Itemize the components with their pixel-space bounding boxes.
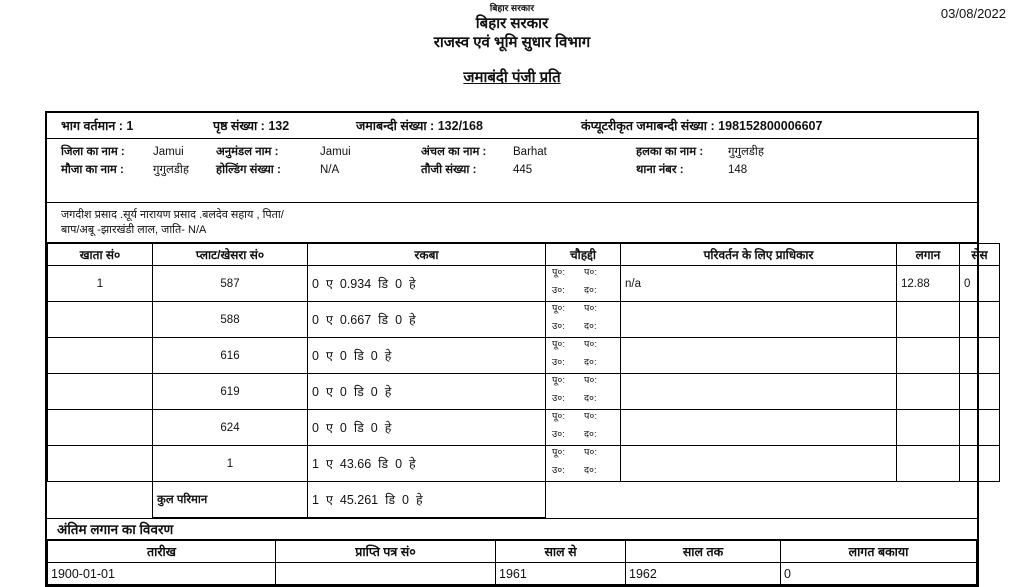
chauhaddi-south: द०:: [584, 356, 597, 368]
col-khata-number: खाता सं०: [48, 244, 153, 266]
location-info-band: [47, 139, 977, 203]
cell-rakba: [308, 410, 546, 446]
document-frame: [45, 111, 988, 587]
document-masthead: [0, 0, 1024, 88]
cell-plot-number: 616: [153, 338, 308, 374]
total-rakba-decimal-value: 45.261: [339, 492, 379, 507]
rakba-hectare-value: 0: [370, 384, 378, 399]
computerized-jamabandi-label: कंप्यूटरीकृत जमाबन्दी संख्या :: [581, 119, 715, 133]
chauhaddi-directions: [550, 299, 616, 340]
total-rakba-acre-value: 1: [312, 492, 319, 507]
table-total-row: [48, 482, 1000, 518]
rakba-decimal-value: 0.934: [339, 276, 372, 291]
total-spacer-cell: [48, 482, 153, 518]
total-blank-lagan: [897, 482, 960, 518]
khata-table-header: [48, 244, 1000, 266]
cell-khata-number: [48, 410, 153, 446]
rakba-hectare-unit: हे: [409, 457, 416, 471]
cell-tarikh: 1900-01-01: [48, 563, 276, 585]
location-info-row-1: [47, 143, 977, 161]
rakba-acre-unit: ए: [325, 349, 333, 363]
cell-lagan: [897, 338, 960, 374]
rakba-line: [312, 311, 541, 328]
mauja-label: मौजा का नाम :: [61, 164, 124, 176]
chauhaddi-directions: [550, 335, 616, 376]
khata-header-row: [48, 244, 1000, 266]
table-row: [48, 266, 1000, 302]
rakba-acre-value: 1: [312, 456, 319, 471]
cell-rakba: [308, 446, 546, 482]
cell-khata-number: [48, 374, 153, 410]
chauhaddi-east: पू०:: [552, 375, 565, 386]
district-value: Jamui: [153, 146, 184, 158]
cell-authority: [621, 446, 897, 482]
cell-authority: [621, 410, 897, 446]
rakba-line: [312, 383, 541, 400]
rakba-acre-value: 0: [312, 384, 319, 399]
total-blank-authority: [621, 482, 897, 518]
cell-authority: [621, 338, 897, 374]
rakba-hectare-value: 0: [370, 420, 378, 435]
page-number-label: पृष्ठ संख्या :: [213, 119, 265, 133]
gov-title-line-2: राजस्व एवं भूमि सुधार विभाग: [433, 34, 591, 51]
rakba-decimal-value: 0: [339, 384, 347, 399]
chauhaddi-east: पू०:: [552, 303, 565, 314]
chauhaddi-directions: [550, 443, 616, 484]
thana-number-value: 148: [728, 164, 748, 176]
total-rakba-hectare-unit: हे: [416, 493, 423, 507]
tauji-number-value: 445: [513, 164, 533, 176]
table-row: [48, 338, 1000, 374]
rakba-hectare-unit: हे: [384, 349, 392, 363]
rakba-acre-unit: ए: [325, 313, 333, 327]
computerized-jamabandi-field: [581, 117, 822, 134]
rakba-acre-value: 0: [312, 276, 319, 291]
table-row: [48, 302, 1000, 338]
cell-ses: [960, 410, 1000, 446]
total-rakba-decimal-unit: डि: [385, 493, 396, 507]
chauhaddi-south: द०:: [584, 464, 597, 476]
rakba-acre-value: 0: [312, 420, 319, 435]
rakba-acre-unit: ए: [325, 385, 333, 399]
cell-authority: [621, 374, 897, 410]
circle-value: Barhat: [513, 146, 547, 158]
thana-number-label: थाना नंबर :: [636, 164, 684, 176]
chauhaddi-north: उ०:: [552, 464, 565, 476]
chauhaddi-north: उ०:: [552, 356, 565, 368]
final-rent-heading: अंतिम लगान का विवरण: [47, 518, 977, 540]
col-saal-tak: साल तक: [626, 541, 781, 563]
rakba-decimal-value: 0: [339, 348, 347, 363]
rakba-hectare-value: 0: [370, 348, 378, 363]
rakba-line: [312, 275, 541, 292]
cell-chauhaddi: [546, 374, 621, 410]
rakba-line: [312, 491, 541, 508]
rakba-decimal-unit: डि: [378, 313, 389, 327]
chauhaddi-west: प०:: [584, 411, 597, 422]
rakba-acre-unit: ए: [325, 421, 333, 435]
chauhaddi-east: पू०:: [552, 447, 565, 458]
rakba-line: [312, 455, 541, 472]
cell-ses: 0: [960, 266, 1000, 302]
cell-lagan: [897, 302, 960, 338]
tauji-number-field: [421, 161, 636, 179]
table-row: [48, 446, 1000, 482]
rakba-hectare-unit: हे: [384, 421, 392, 435]
final-rent-table-header: [48, 541, 977, 563]
cell-chauhaddi: [546, 338, 621, 374]
cell-prapti-patra: [276, 563, 496, 585]
rakba-decimal-value: 43.66: [339, 456, 372, 471]
location-info-row-2: [47, 161, 977, 179]
final-rent-header-row: [48, 541, 977, 563]
cell-chauhaddi: [546, 266, 621, 302]
cell-ses: [960, 446, 1000, 482]
computerized-jamabandi-value: 198152800006607: [718, 119, 823, 133]
district-label: जिला का नाम :: [61, 146, 125, 158]
cell-plot-number: 619: [153, 374, 308, 410]
rakba-hectare-value: 0: [395, 312, 403, 327]
rakba-acre-value: 0: [312, 312, 319, 327]
rakba-decimal-value: 0: [339, 420, 347, 435]
cell-lagat-bakaya: 0: [781, 563, 977, 585]
cell-lagan: [897, 410, 960, 446]
rakba-hectare-unit: हे: [409, 277, 416, 291]
chauhaddi-west: प०:: [584, 447, 597, 458]
cell-saal-tak: 1962: [626, 563, 781, 585]
rakba-line: [312, 347, 541, 364]
thana-number-field: [636, 161, 747, 179]
cell-plot-number: 624: [153, 410, 308, 446]
cell-plot-number: 1: [153, 446, 308, 482]
district-field: [47, 143, 216, 161]
chauhaddi-north: उ०:: [552, 320, 565, 332]
print-date: 03/08/2022: [940, 6, 1006, 21]
col-lagan: लगान: [897, 244, 960, 266]
tiny-gov-line: बिहार सरकार: [489, 3, 535, 13]
table-row: [48, 563, 977, 585]
cell-ses: [960, 302, 1000, 338]
cell-ses: [960, 338, 1000, 374]
khata-table-body: [48, 266, 1000, 518]
cell-lagan: [897, 374, 960, 410]
cell-chauhaddi: [546, 302, 621, 338]
cell-khata-number: [48, 302, 153, 338]
halka-field: [636, 143, 764, 161]
col-ses: सेस: [960, 244, 1000, 266]
cell-authority: n/a: [621, 266, 897, 302]
col-plot-number: प्लाट/खेसरा सं०: [153, 244, 308, 266]
raiyat-name-line-2: बाप/अबू -झारखंडी लाल, जाति- N/A: [61, 224, 207, 236]
table-row: [48, 410, 1000, 446]
raiyat-name-band: [47, 203, 977, 243]
holding-number-value: N/A: [320, 164, 340, 176]
total-rakba-hectare-value: 0: [402, 492, 409, 507]
col-lagat-bakaya: लागत बकाया: [781, 541, 977, 563]
total-rakba: [308, 482, 546, 518]
rakba-hectare-unit: हे: [409, 313, 416, 327]
cell-saal-se: 1961: [496, 563, 626, 585]
chauhaddi-south: द०:: [584, 392, 597, 404]
page-title: जमाबंदी पंजी प्रति: [463, 69, 561, 86]
rakba-decimal-unit: डि: [378, 277, 389, 291]
chauhaddi-directions: [550, 371, 616, 412]
bhag-field: [61, 117, 213, 134]
cell-rakba: [308, 374, 546, 410]
mauja-field: [47, 161, 216, 179]
rakba-line: [312, 419, 541, 436]
chauhaddi-north: उ०:: [552, 428, 565, 440]
cell-ses: [960, 374, 1000, 410]
chauhaddi-directions: [550, 263, 616, 304]
rakba-acre-value: 0: [312, 348, 319, 363]
rakba-decimal-value: 0.667: [339, 312, 372, 327]
chauhaddi-north: उ०:: [552, 392, 565, 404]
total-label: कुल परिमान: [153, 482, 308, 518]
cell-plot-number: 588: [153, 302, 308, 338]
cell-rakba: [308, 266, 546, 302]
col-prapti-patra: प्राप्ति पत्र सं०: [276, 541, 496, 563]
rakba-decimal-unit: डि: [378, 457, 389, 471]
rakba-decimal-unit: डि: [353, 349, 364, 363]
jamabandi-number-field: [356, 117, 581, 134]
jamabandi-number-value: 132/168: [437, 119, 483, 133]
col-saal-se: साल से: [496, 541, 626, 563]
chauhaddi-west: प०:: [584, 339, 597, 350]
page-number-value: 132: [268, 119, 290, 133]
tauji-number-label: तौजी संख्या :: [421, 164, 477, 176]
chauhaddi-south: द०:: [584, 284, 597, 296]
chauhaddi-west: प०:: [584, 303, 597, 314]
chauhaddi-south: द०:: [584, 428, 597, 440]
rakba-hectare-value: 0: [395, 276, 403, 291]
page-number-field: [213, 117, 356, 134]
holding-number-field: [216, 161, 421, 179]
bhag-label: भाग वर्तमान :: [61, 119, 123, 133]
cell-rakba: [308, 338, 546, 374]
subdivision-value: Jamui: [320, 146, 351, 158]
chauhaddi-east: पू०:: [552, 411, 565, 422]
rakba-decimal-unit: डि: [353, 421, 364, 435]
gov-title-line-1: बिहार सरकार: [475, 15, 549, 32]
cell-lagan: 12.88: [897, 266, 960, 302]
col-tarikh: तारीख: [48, 541, 276, 563]
cell-chauhaddi: [546, 446, 621, 482]
rakba-hectare-unit: हे: [384, 385, 392, 399]
subdivision-field: [216, 143, 421, 161]
final-rent-table-body: [48, 563, 977, 585]
circle-label: अंचल का नाम :: [421, 146, 487, 158]
halka-label: हलका का नाम :: [636, 146, 704, 158]
chauhaddi-west: प०:: [584, 375, 597, 386]
total-rakba-acre-unit: ए: [325, 493, 333, 507]
chauhaddi-west: प०:: [584, 267, 597, 278]
total-blank-ses: [960, 482, 1000, 518]
chauhaddi-south: द०:: [584, 320, 597, 332]
rakba-acre-unit: ए: [325, 277, 333, 291]
cell-khata-number: 1: [48, 266, 153, 302]
cell-lagan: [897, 446, 960, 482]
cell-khata-number: [48, 446, 153, 482]
subdivision-label: अनुमंडल नाम :: [216, 146, 279, 158]
chauhaddi-east: पू०:: [552, 339, 565, 350]
table-row: [48, 374, 1000, 410]
cell-rakba: [308, 302, 546, 338]
halka-value: गुगुलडीह: [728, 146, 764, 158]
cell-khata-number: [48, 338, 153, 374]
rakba-acre-unit: ए: [325, 457, 333, 471]
mauja-value: गुगुलडीह: [153, 164, 189, 176]
final-rent-table: [47, 540, 977, 585]
holding-number-label: होल्डिंग संख्या :: [216, 164, 281, 176]
circle-field: [421, 143, 636, 161]
chauhaddi-north: उ०:: [552, 284, 565, 296]
rakba-decimal-unit: डि: [353, 385, 364, 399]
chauhaddi-directions: [550, 407, 616, 448]
jamabandi-number-label: जमाबन्दी संख्या :: [356, 119, 435, 133]
khata-table: [47, 243, 1000, 518]
col-rakba: रकबा: [308, 244, 546, 266]
col-authority: परिवर्तन के लिए प्राधिकार: [621, 244, 897, 266]
rakba-hectare-value: 0: [395, 456, 403, 471]
cell-chauhaddi: [546, 410, 621, 446]
bhag-value: 1: [126, 119, 134, 133]
cell-authority: [621, 302, 897, 338]
cell-plot-number: 587: [153, 266, 308, 302]
chauhaddi-east: पू०:: [552, 267, 565, 278]
col-chauhaddi: चौहद्दी: [546, 244, 621, 266]
record-identifier-band: [47, 113, 977, 139]
raiyat-name-line-1: जगदीश प्रसाद .सूर्य नारायण प्रसाद .बलदेव सहाय , पिता/: [61, 209, 284, 221]
total-blank-chauhaddi: [546, 482, 621, 518]
